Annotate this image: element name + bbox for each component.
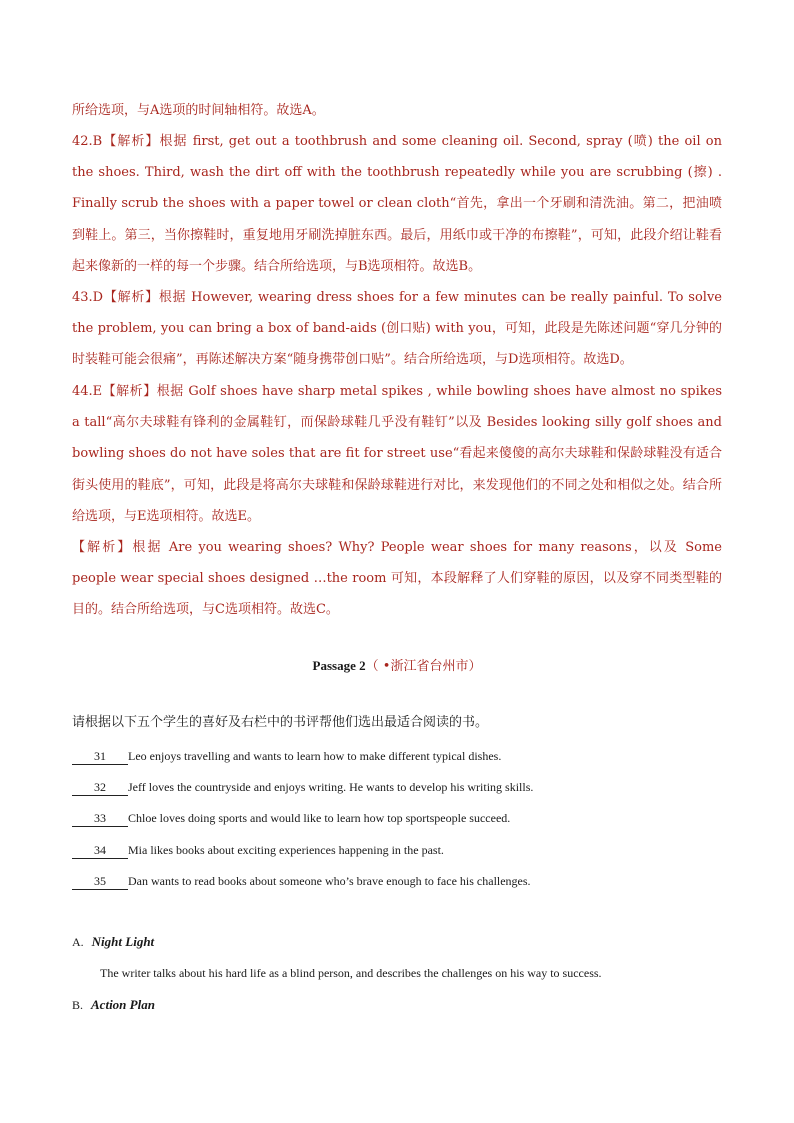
book-option-a — [72, 932, 154, 952]
book-option-a-letter: A. — [72, 935, 84, 949]
book-option-a-review: The writer talks about his hard life as a blind person, and describes the challenges on his way to success. — [100, 966, 602, 980]
question-35 — [72, 871, 531, 891]
answer-43-label: 43.D【解析】 — [72, 290, 159, 305]
answer-45-label: 【解析】 — [72, 540, 133, 555]
book-option-b-letter: B. — [72, 998, 84, 1012]
answer-45 — [72, 532, 722, 626]
answer-blank-33[interactable]: 33 — [72, 810, 128, 827]
question-text-32: Jeff loves the countryside and enjoys writing. He wants to develop his writing skills. — [128, 780, 534, 794]
answer-44-label: 44.E【解析】 — [72, 384, 157, 399]
answer-44 — [72, 376, 722, 532]
question-32 — [72, 777, 533, 797]
answer-blank-35[interactable]: 35 — [72, 873, 128, 890]
book-option-b-title: Action Plan — [91, 997, 155, 1012]
answer-44-text: 根据 Golf shoes have sharp metal spikes , while bowling shoes have almost no spikes a tall“高尔夫球鞋有锋利的金属鞋钉，而保龄球鞋几乎没有鞋钉”以及 Besides looking silly golf shoes and bowling shoes do not have soles that are fit for street use“看起来傻傻的高尔夫球鞋和保龄球鞋没有适合街头使用的鞋底”，可知，此段是将高尔夫球鞋和保龄球鞋进行对比，来发现他们的不同之处和相似之处。结合所给选项，与E选项相符。故选E。 — [72, 384, 722, 524]
answer-45-text: 根据 Are you wearing shoes? Why? People wear shoes for many reasons，以及 Some people wear special shoes designed …the room 可知，本段解释了人们穿鞋的原因，以及穿不同类型鞋的目的。结合所给选项，与C选项相符。故选C。 — [72, 540, 722, 618]
answer-42-label: 42.B【解析】 — [72, 134, 160, 149]
passage-source: （ •浙江省台州市） — [365, 659, 482, 674]
answer-42-text: 根据 first, get out a toothbrush and some cleaning oil. Second, spray (喷) the oil on the shoes. Third, wash the dirt off with the toothbrush repeatedly while you are scrubbing (擦) . Finally scrub the shoes with a paper towel or clean cloth“首先，拿出一个牙刷和清洗油。第二，把油喷到鞋上。第三，当你擦鞋时，重复地用牙刷洗掉脏东西。最后，用纸巾或干净的布擦鞋”，可知，此段介绍让鞋看起来像新的一样的每一个步骤。结合所给选项，与B选项相符。故选B。 — [72, 134, 722, 274]
question-text-31: Leo enjoys travelling and wants to learn how to make different typical dishes. — [128, 749, 502, 763]
book-option-a-title: Night Light — [91, 934, 155, 949]
passage-instructions: 请根据以下五个学生的喜好及右栏中的书评帮他们选出最适合阅读的书。 — [72, 715, 489, 730]
passage-title — [0, 655, 794, 678]
answer-43-text: 根据 However, wearing dress shoes for a few minutes can be really painful. To solve the problem, you can bring a box of band-aids (创口贴) with you，可知，此段是先陈述问题“穿几分钟的时装鞋可能会很痛”，再陈述解决方案“随身携带创口贴”。结合所给选项，与D选项相符。故选D。 — [72, 290, 722, 368]
answer-blank-31[interactable]: 31 — [72, 748, 128, 765]
question-text-35: Dan wants to read books about someone who’s brave enough to face his challenges. — [128, 874, 531, 888]
question-34 — [72, 840, 444, 860]
passage-title-text: Passage 2 — [312, 658, 366, 673]
answer-42 — [72, 126, 722, 282]
question-31 — [72, 746, 501, 766]
question-33 — [72, 808, 510, 828]
question-text-34: Mia likes books about exciting experiences happening in the past. — [128, 843, 444, 857]
answer-blank-32[interactable]: 32 — [72, 779, 128, 796]
answer-continuation — [72, 95, 722, 126]
answer-blank-34[interactable]: 34 — [72, 842, 128, 859]
answer-continuation-text: 所给选项，与A选项的时间轴相符。故选A。 — [72, 103, 325, 118]
book-option-b — [72, 995, 155, 1015]
question-text-33: Chloe loves doing sports and would like to learn how top sportspeople succeed. — [128, 811, 511, 825]
answer-43 — [72, 282, 722, 376]
